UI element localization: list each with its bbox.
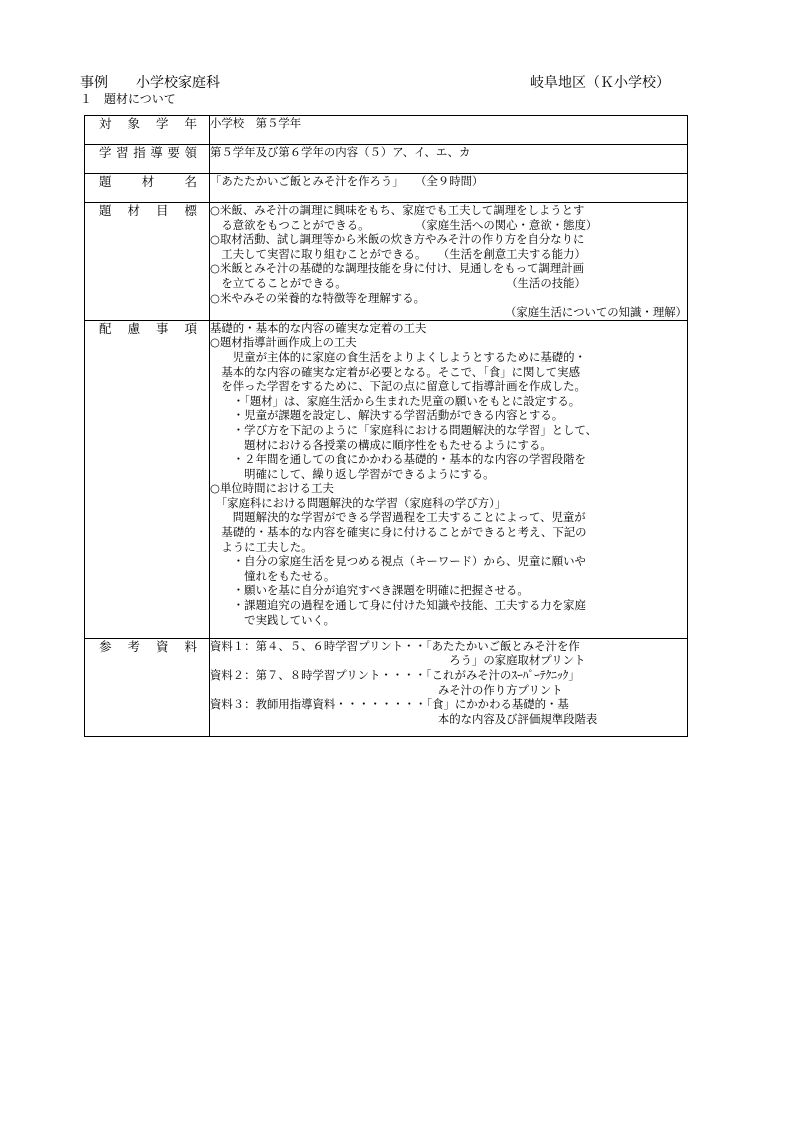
label-char: 題 xyxy=(99,203,112,218)
content-line: 小学校 第５学年 xyxy=(210,116,302,130)
grade-row xyxy=(85,116,688,145)
content-line: 工夫して実習に取り組むことができる。 （生活を創意工夫する能力） xyxy=(210,246,586,261)
header-right: 岐阜地区（Ｋ小学校） xyxy=(530,75,670,91)
topic-goals-row xyxy=(85,203,688,321)
topic-name-row xyxy=(85,174,688,203)
content-line: ・「題材」は、家庭生活から生まれた児童の願いをもとに設定する。 xyxy=(210,393,581,408)
label-char: 項 xyxy=(184,320,197,336)
label-char: 題 xyxy=(99,174,112,189)
content-line: 資料３：教師用指導資料・・・・・・・・「食」にかかわる基礎的・基 xyxy=(210,697,569,712)
row-content xyxy=(210,174,688,203)
row-content xyxy=(210,145,688,174)
label-char: 資 xyxy=(155,638,169,654)
content-line: を立てることができる。 （生活の技能） xyxy=(210,275,586,290)
row-label xyxy=(85,203,210,321)
label-char: 対 xyxy=(99,116,112,131)
content-line: ○米やみその栄養的な特徴等を理解する。 xyxy=(210,290,425,305)
label-char: 目 xyxy=(155,203,169,218)
content-line: ろう」の家庭取材プリント xyxy=(210,653,586,668)
content-line: 問題解決的な学習ができる学習過程を工夫することによって、児童が xyxy=(210,510,586,525)
content-line: ・課題追究の過程を通して身に付けた知識や技能、工夫する力を家庭 xyxy=(210,598,586,613)
content-line: ○米飯、みそ汁の調理に興味をもち、家庭でも工夫して調理をしようとす xyxy=(210,203,585,217)
content-line: で実践していく。 xyxy=(210,612,336,627)
content-line: ・２年間を通しての食にかかわる基礎的・基本的な内容の学習段階を xyxy=(210,452,586,467)
label-char: 事 xyxy=(155,320,169,336)
content-line: ・願いを基に自分が追究すべき課題を明確に把握させる。 xyxy=(210,583,529,598)
content-line: ・自分の家庭生活を見つめる視点（キーワード）から、児童に願いや xyxy=(210,554,586,569)
label-char: 象 xyxy=(127,116,140,131)
label-char: 料 xyxy=(184,638,197,654)
row-content xyxy=(210,638,688,736)
label-char: 導 xyxy=(150,145,163,160)
label-char: 年 xyxy=(184,116,197,131)
label-char: 領 xyxy=(184,145,197,160)
content-line: 児童が主体的に家庭の食生活をよりよくしようとするために基礎的・ xyxy=(210,349,586,364)
content-line: 資料１：第４、５、６時学習プリント・・「あたたかいご飯とみそ汁を作 xyxy=(210,638,580,653)
content-line: る意欲をもつことができる。 （家庭生活への関心・意欲・態度） xyxy=(210,217,598,232)
label-char: 参 xyxy=(99,638,112,654)
content-line: 基礎的・基本的な内容の確実な定着の工夫 xyxy=(210,320,427,335)
label-char: 習 xyxy=(116,145,129,160)
label-char: 慮 xyxy=(127,320,140,336)
content-line: みそ汁の作り方プリント xyxy=(210,682,563,697)
content-line: ○題材指導計画作成上の工夫 xyxy=(210,335,357,350)
label-char: 学 xyxy=(99,145,112,160)
row-label xyxy=(85,145,210,174)
label-char: 材 xyxy=(141,174,155,189)
label-char: 材 xyxy=(127,203,140,218)
label-char: 指 xyxy=(133,145,146,160)
content-line: を伴った学習をするために、下記の点に留意して指導計画を作成した。 xyxy=(210,379,586,394)
row-label xyxy=(85,116,210,145)
content-line: 明確にして、繰り返し学習ができるようにする。 xyxy=(210,466,495,481)
label-char: 考 xyxy=(127,638,140,654)
content-line: 基本的な内容の確実な定着が必要となる。そこで、「食」に関して実感 xyxy=(210,364,580,379)
content-line: ○米飯とみそ汁の基礎的な調理技能を身に付け、見通しをもって調理計画 xyxy=(210,261,584,276)
content-line: ・学び方を下記のように「家庭科における問題解決的な学習」として、 xyxy=(210,422,598,437)
content-line: ように工夫した。 xyxy=(210,539,313,554)
content-line: 基礎的・基本的な内容を確実に身に付けることができると考え、下記の xyxy=(210,525,587,540)
row-content xyxy=(210,116,688,145)
row-content xyxy=(210,203,688,321)
content-line: 題材における各授業の構成に順序性をもたせるようにする。 xyxy=(210,437,552,452)
content-line: ○取材活動、試し調理等から米飯の炊き方やみそ汁の作り方を自分なりに xyxy=(210,232,585,247)
content-line: 本的な内容及び評価規準段階表 xyxy=(210,711,598,726)
row-content xyxy=(210,320,688,638)
content-line: 資料２：第７、８時学習プリント・・・・「これがみそ汁のｽｰﾊﾟｰﾃｸﾆｯｸ」 xyxy=(210,667,580,682)
label-char: 要 xyxy=(167,145,180,160)
content-line: 「あたたかいご飯とみそ汁を作ろう」 （全９時間） xyxy=(210,174,484,188)
content-line: 第５学年及び第６学年の内容（５）ア、イ、エ、カ xyxy=(210,145,471,159)
content-line: 憧れをもたせる。 xyxy=(210,568,336,583)
topic-table xyxy=(84,115,688,737)
label-char: 配 xyxy=(99,320,112,336)
references-row xyxy=(85,638,688,736)
row-label xyxy=(85,320,210,638)
content-line: 「家庭科における問題解決的な学習（家庭科の学び方）」 xyxy=(210,495,507,510)
row-label xyxy=(85,638,210,736)
row-label xyxy=(85,174,210,203)
content-line: ○単位時間における工夫 xyxy=(210,481,334,496)
label-char: 標 xyxy=(184,203,197,218)
content-line: ・児童が課題を設定し、解決する学習活動ができる内容とする。 xyxy=(210,408,564,423)
label-char: 名 xyxy=(184,174,197,189)
content-line: （家庭生活についての知識・理解） xyxy=(504,305,687,320)
label-char: 学 xyxy=(155,116,169,131)
considerations-row xyxy=(85,320,688,638)
section-title: １ 題材について xyxy=(80,92,176,106)
curriculum-row xyxy=(85,145,688,174)
header-left: 事例 小学校家庭科 xyxy=(80,75,220,91)
